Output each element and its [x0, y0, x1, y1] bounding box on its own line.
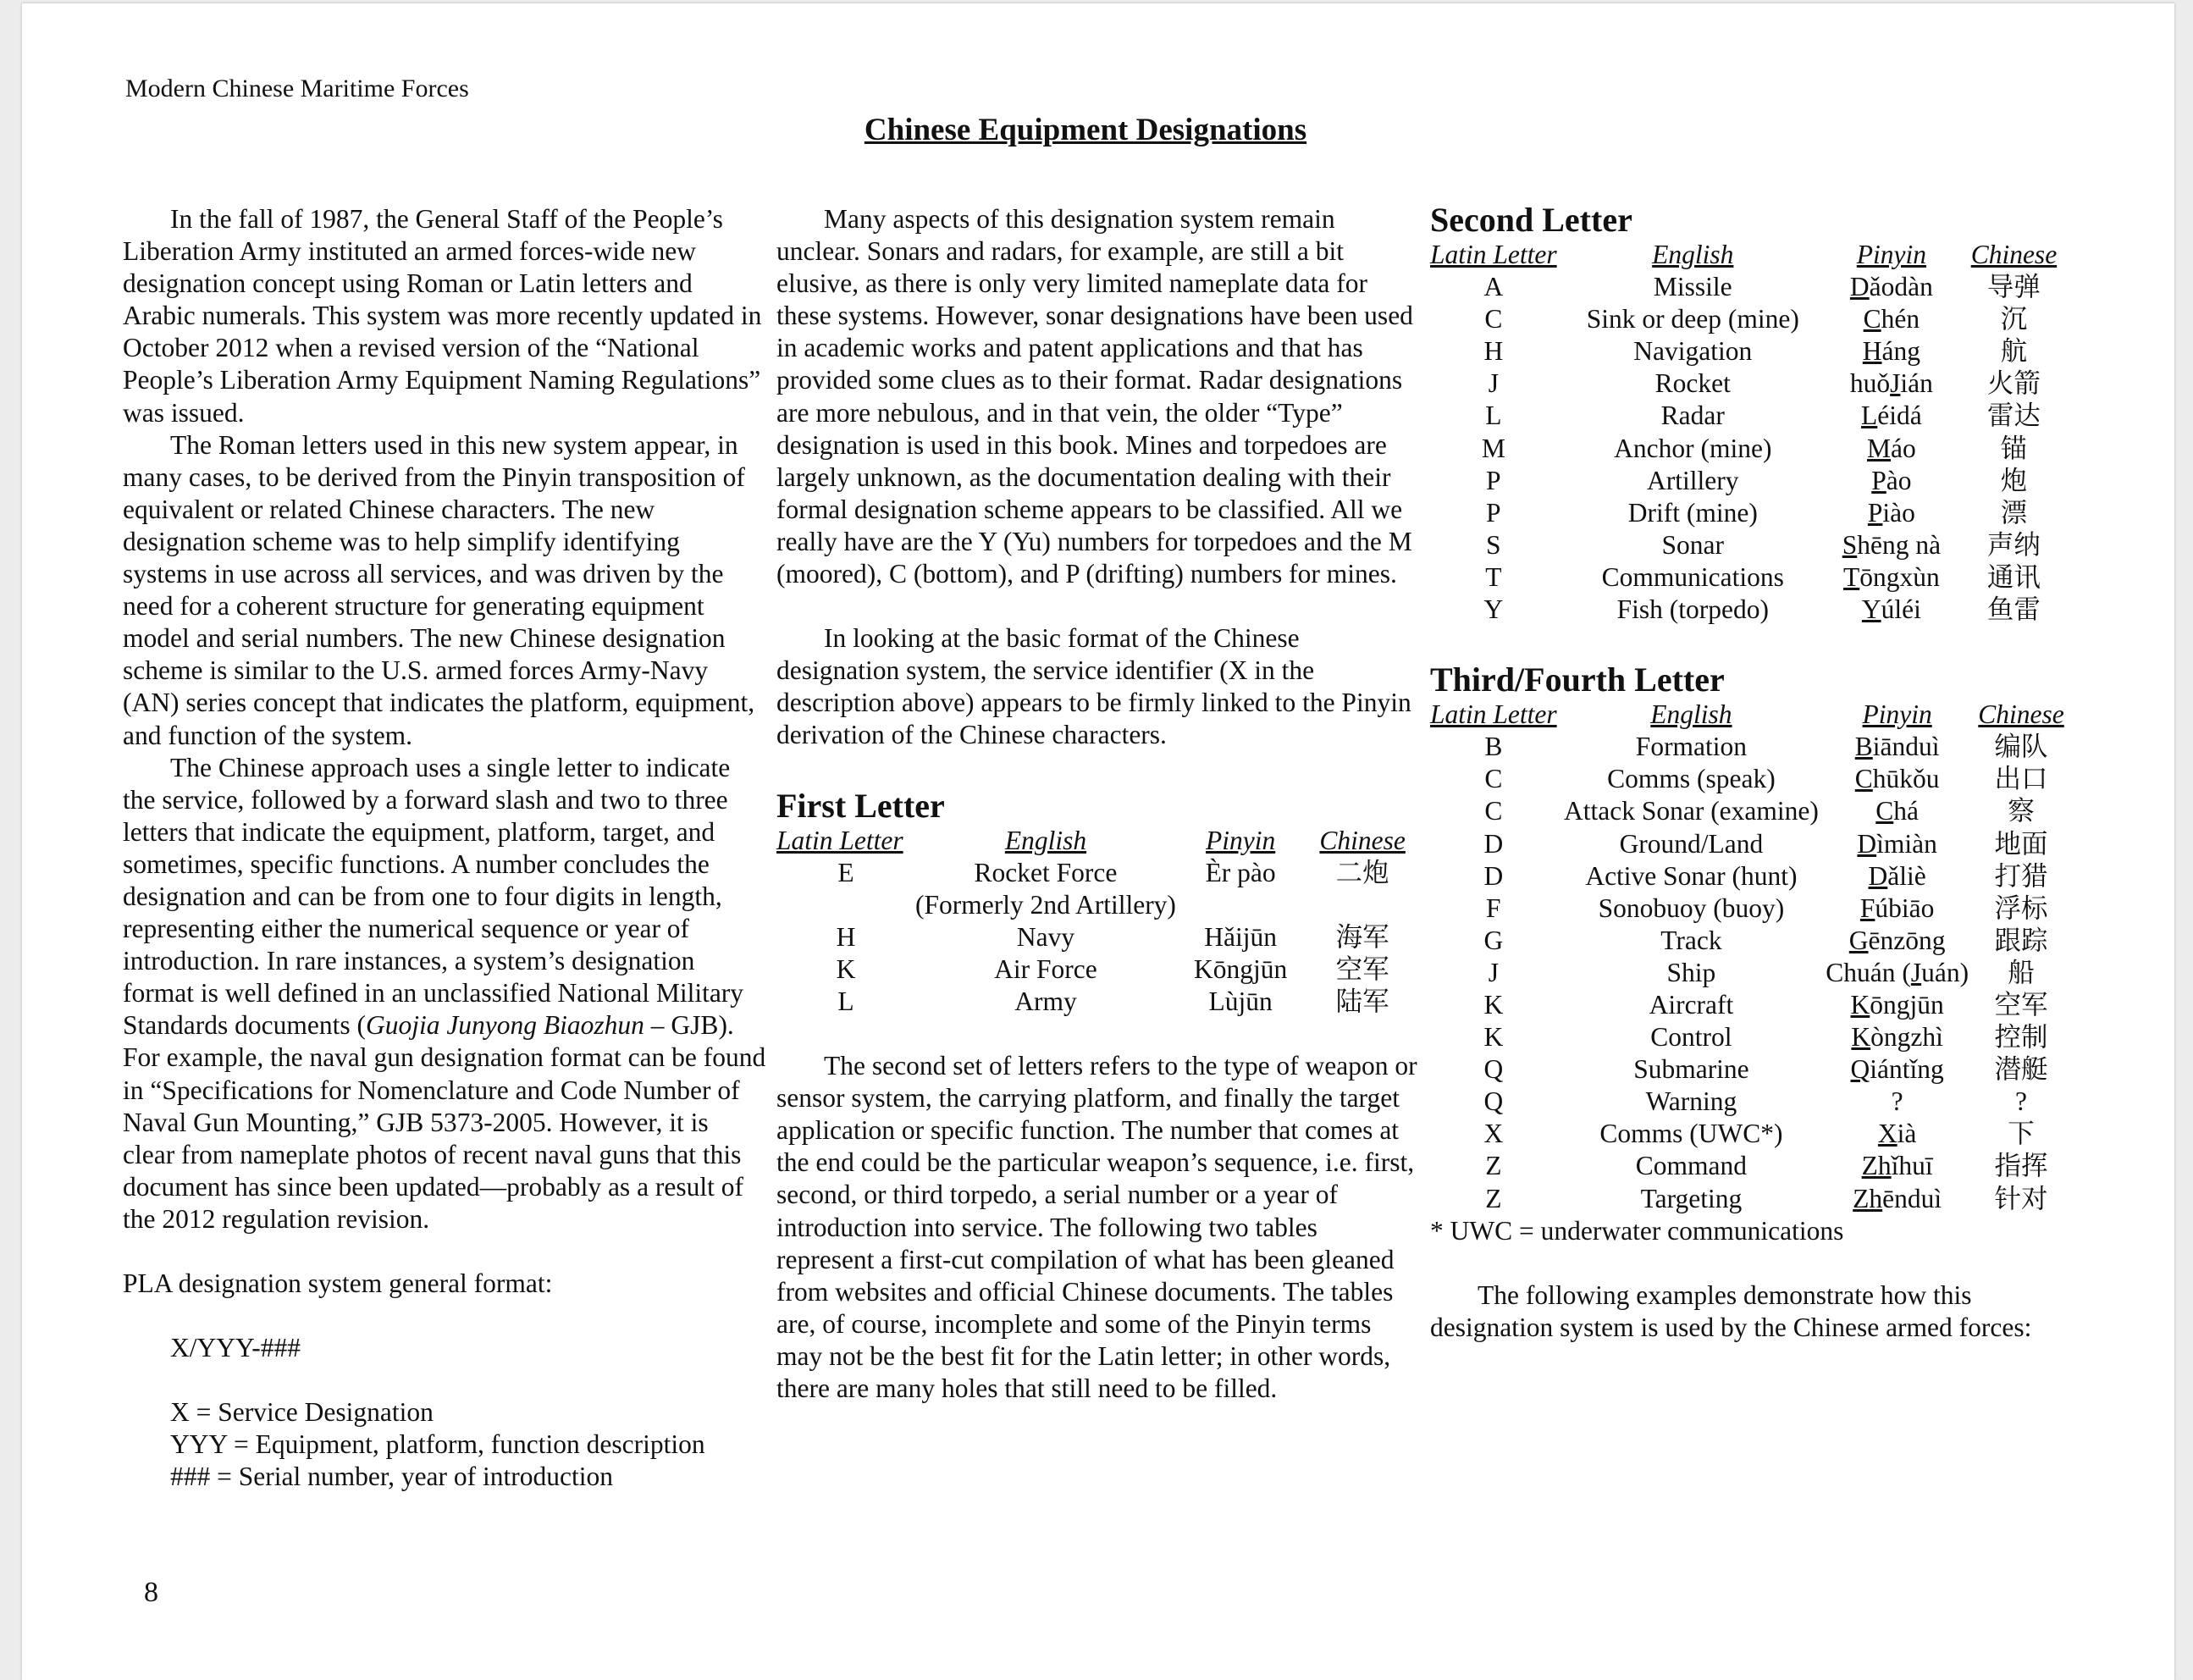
cell-english: Anchor (mine) [1614, 433, 1772, 463]
third-letter-table [1430, 699, 2074, 1215]
pinyin-initial: H [1862, 336, 1882, 367]
pinyin-part: ǐhuī [1891, 1151, 1933, 1181]
paragraph [123, 752, 766, 1235]
cell-chinese: 跟踪 [1994, 925, 2048, 955]
section-heading-first-letter: First Letter [776, 786, 945, 825]
column-header: English [1652, 240, 1734, 269]
pinyin-initial: D [1868, 860, 1888, 891]
cell-pinyin [1826, 957, 1969, 989]
cell-pinyin [1829, 465, 1954, 497]
cell-latin: D [1483, 828, 1504, 859]
cell-pinyin [1826, 1183, 1969, 1215]
cell-pinyin [1829, 497, 1954, 529]
cell-pinyin: Kōngjūn [1193, 953, 1288, 984]
cell-chinese: 二炮 [1335, 857, 1389, 887]
cell-english: Navy [1016, 921, 1075, 952]
column-header: Chinese [1970, 240, 2058, 269]
cell-english: Submarine [1633, 1054, 1749, 1085]
pinyin-part: òngzhì [1870, 1022, 1943, 1053]
table-row [1430, 795, 2074, 827]
table-row [1430, 957, 2074, 989]
pinyin-part: hén [1881, 304, 1920, 334]
cell-pinyin [1826, 925, 1969, 957]
column-header: Latin Letter [776, 825, 903, 855]
cell-english: Sonar [1661, 529, 1725, 560]
table-row [776, 986, 1420, 1018]
cell-pinyin [1829, 400, 1954, 432]
pinyin-part: ? [1891, 1086, 1903, 1117]
cell-chinese: 沉 [2000, 304, 2028, 334]
column-middle [776, 203, 1420, 1405]
cell-chinese: 鱼雷 [1986, 594, 2041, 625]
table-row [776, 857, 1420, 889]
cell-english: Artillery [1647, 465, 1739, 495]
cell-pinyin [1829, 335, 1954, 368]
table-row [1430, 497, 2074, 529]
column-left [123, 203, 766, 1493]
pinyin-initial: Q [1850, 1054, 1870, 1085]
column-header: Pinyin [1206, 825, 1276, 855]
paragraph-text: – GJB). For example, the naval gun designation format can be found in “Specifications for Nomenclature and Code Number of Naval Gun Mounting,” GJB 5373-2005. However, it is clear from nameplate photos of recent naval guns that this document has since been updated—probably as a result of the 2012 regulation revision. [123, 1010, 766, 1234]
pinyin-part: iántǐng [1870, 1054, 1944, 1085]
cell-chinese: 航 [2000, 336, 2028, 367]
cell-chinese: 导弹 [1986, 272, 2041, 302]
cell-latin: C [1484, 764, 1503, 794]
cell-english: Targeting [1640, 1183, 1743, 1213]
table-row [1430, 1086, 2074, 1118]
cell-chinese: 海军 [1335, 921, 1389, 952]
page-title [0, 112, 2171, 148]
cell-chinese: 下 [2008, 1119, 2035, 1149]
table-row [1430, 561, 2074, 594]
cell-english: Drift (mine) [1627, 497, 1758, 528]
column-right [1430, 198, 2074, 1344]
cell-chinese: 空军 [1994, 989, 2048, 1020]
cell-pinyin [1829, 433, 1954, 465]
cell-english: Ground/Land [1619, 828, 1764, 859]
pinyin-initial: F [1859, 892, 1875, 923]
cell-english: Aircraft [1649, 989, 1734, 1020]
pinyin-part: úbiāo [1875, 892, 1935, 923]
running-head: Modern Chinese Maritime Forces [125, 75, 469, 102]
cell-latin: B [1484, 732, 1503, 762]
cell-pinyin [1826, 1118, 1969, 1150]
pinyin-part: úléi [1881, 594, 1921, 625]
table-row [1430, 303, 2074, 335]
pinyin-initial: P [1867, 497, 1883, 528]
cell-chinese: 针对 [1994, 1183, 2048, 1213]
cell-english: Air Force [994, 953, 1097, 984]
cell-pinyin: Hǎijūn [1204, 921, 1277, 952]
pinyin-initial: J [1890, 368, 1901, 399]
pinyin-part: éidá [1877, 401, 1922, 431]
pinyin-part: ào [1886, 465, 1912, 495]
cell-english: Radar [1660, 401, 1725, 431]
cell-english: Fish (torpedo) [1616, 594, 1769, 625]
cell-chinese: 火箭 [1986, 368, 2041, 399]
cell-pinyin [1826, 1021, 1969, 1053]
pinyin-part: iānduì [1872, 732, 1940, 762]
table-row [1430, 828, 2074, 860]
pinyin-initial: M [1867, 433, 1892, 463]
pinyin-part: ǎliè [1887, 860, 1926, 891]
cell-chinese: 指挥 [1994, 1151, 2048, 1181]
format-heading: PLA designation system general format: [123, 1268, 553, 1298]
table-row [1430, 594, 2074, 626]
cell-chinese: 地面 [1994, 828, 2048, 859]
pinyin-part: ēnduì [1882, 1183, 1942, 1213]
table-row [1430, 400, 2074, 432]
pinyin-initial: Y [1861, 594, 1881, 625]
pinyin-part: há [1893, 796, 1920, 826]
cell-latin: P [1486, 465, 1501, 495]
table-row [1430, 763, 2074, 795]
pinyin-initial: X [1877, 1119, 1897, 1149]
page-title-text: Chinese Equipment Designations [864, 113, 1307, 147]
cell-pinyin [1826, 1150, 1969, 1182]
table-row-note [776, 889, 1420, 921]
pinyin-part: áng [1881, 336, 1920, 367]
cell-latin: J [1488, 957, 1499, 987]
pinyin-part: huǒ [1849, 368, 1891, 399]
cell-latin: E [837, 857, 854, 887]
pinyin-part: ōngxùn [1859, 561, 1940, 592]
cell-english: Track [1660, 925, 1722, 955]
cell-latin: H [1483, 336, 1504, 367]
table-row [1430, 368, 2074, 400]
pinyin-part: hūkǒu [1872, 764, 1940, 794]
cell-chinese: 漂 [2000, 497, 2028, 528]
cell-english: Attack Sonar (examine) [1563, 796, 1819, 826]
column-header: Latin Letter [1430, 240, 1557, 269]
table-row [1430, 1150, 2074, 1182]
pinyin-initial: T [1843, 561, 1860, 592]
cell-english: Command [1635, 1151, 1748, 1181]
cell-chinese: 察 [2008, 796, 2035, 826]
cell-chinese: 船 [2008, 957, 2035, 987]
cell-latin: L [1485, 401, 1502, 431]
paragraph-text: The Chinese approach uses a single letter to indicate the service, followed by a forward slash and two to three letters that indicate the equipment, platform, target, and sometimes, specific functions. A number concludes the designation and can be from one to four digits in length, representing either the numerical sequence or year of introduction. In rare instances, a system’s designation format is well defined in an unclassified National Military Standards documents ( [123, 752, 744, 1041]
cell-chinese: 声纳 [1986, 529, 2041, 560]
cell-latin: L [837, 986, 854, 1016]
cell-english: Ship [1666, 957, 1716, 987]
cell-english: Sonobuoy (buoy) [1598, 892, 1785, 923]
cell-english: Rocket [1654, 368, 1731, 399]
table-row [1430, 433, 2074, 465]
cell-pinyin [1826, 989, 1969, 1021]
cell-latin: X [1483, 1119, 1504, 1149]
table-row [1430, 860, 2074, 892]
cell-chinese: 编队 [1994, 732, 2048, 762]
column-header: Pinyin [1856, 240, 1926, 269]
cell-latin: C [1484, 796, 1503, 826]
cell-pinyin [1829, 529, 1954, 561]
table-row [1430, 271, 2074, 303]
cell-chinese: 控制 [1994, 1022, 2048, 1053]
cell-latin: K [1483, 989, 1504, 1020]
column-header: Chinese [1319, 825, 1406, 855]
paragraph: The Roman letters used in this new system appear, in many cases, to be derived from the Pinyin transposition of equivalent or related Chinese characters. The new designation scheme was to help simplify identifying systems in use across all services, and was driven by the need for a coherent structure for generating equipment model and serial numbers. The new Chinese designation scheme is similar to the U.S. armed forces Army-Navy (AN) series concept that indicates the platform, equipment, and function of the system. [123, 429, 755, 750]
table-row [1430, 465, 2074, 497]
pinyin-initial: C [1863, 304, 1881, 334]
cell-latin: J [1488, 368, 1499, 399]
paragraph: The following examples demonstrate how this designation system is used by the Chinese armed forces: [1430, 1279, 2032, 1342]
pinyin-initial: K [1850, 989, 1870, 1020]
cell-note: (Formerly 2nd Artillery) [914, 889, 1176, 920]
pinyin-initial: J [1910, 957, 1922, 987]
pinyin-part: Chuán ( [1826, 957, 1911, 987]
pinyin-initial: K [1851, 1022, 1871, 1053]
table-row [1430, 335, 2074, 368]
cell-pinyin [1826, 731, 1969, 763]
cell-english: Communications [1601, 561, 1784, 592]
section-heading-third-letter: Third/Fourth Letter [1430, 660, 1725, 699]
cell-latin: P [1486, 497, 1501, 528]
table-footnote: * UWC = underwater communications [1430, 1215, 1844, 1246]
cell-latin: Q [1483, 1054, 1504, 1085]
first-letter-table [776, 825, 1420, 1019]
cell-pinyin [1829, 303, 1954, 335]
pinyin-initial: Zh [1853, 1183, 1883, 1213]
cell-pinyin [1826, 892, 1969, 925]
table-row [1430, 1118, 2074, 1150]
cell-latin: S [1486, 529, 1501, 560]
cell-english: Formation [1635, 732, 1748, 762]
table-row [1430, 529, 2074, 561]
cell-chinese: ? [2015, 1086, 2028, 1117]
cell-latin: K [1483, 1022, 1504, 1053]
table-row [776, 953, 1420, 986]
cell-latin: A [1483, 272, 1504, 302]
cell-english: Control [1650, 1022, 1732, 1053]
pinyin-part: áo [1891, 433, 1916, 463]
table-row [776, 921, 1420, 953]
column-header: Chinese [1978, 699, 2064, 730]
cell-latin: Z [1485, 1183, 1502, 1213]
pinyin-part: ēnzōng [1868, 925, 1946, 955]
column-header: Pinyin [1862, 699, 1932, 730]
cell-latin: Y [1483, 594, 1504, 625]
cell-latin: K [836, 953, 856, 984]
cell-chinese: 通讯 [1986, 561, 2041, 592]
pinyin-part: iào [1882, 497, 1915, 528]
table-row [1430, 892, 2074, 925]
cell-english: Missile [1653, 272, 1732, 302]
cell-chinese: 陆军 [1335, 986, 1389, 1016]
cell-english: Navigation [1633, 336, 1753, 367]
cell-chinese: 炮 [2000, 465, 2028, 495]
table-row [1430, 1021, 2074, 1053]
cell-english: Army [1014, 986, 1077, 1016]
cell-pinyin [1826, 860, 1969, 892]
pinyin-initial: C [1875, 796, 1894, 826]
second-letter-table [1430, 239, 2074, 626]
cell-latin: F [1486, 892, 1501, 923]
cell-chinese: 出口 [1994, 764, 2048, 794]
cell-english: Active Sonar (hunt) [1585, 860, 1798, 891]
pinyin-initial: S [1842, 529, 1858, 560]
column-header: English [1650, 699, 1732, 730]
pinyin-initial: B [1854, 732, 1873, 762]
cell-latin: T [1485, 561, 1502, 592]
cell-pinyin [1826, 1086, 1969, 1118]
cell-chinese: 空军 [1335, 953, 1389, 984]
format-code: X/YYY-### [170, 1333, 301, 1363]
cell-chinese: 雷达 [1986, 401, 2041, 431]
pinyin-initial: G [1848, 925, 1869, 955]
pinyin-initial: Zh [1861, 1151, 1892, 1181]
cell-chinese: 打猎 [1994, 860, 2048, 891]
table-row [1430, 925, 2074, 957]
format-line: YYY = Equipment, platform, function description [170, 1429, 705, 1460]
cell-pinyin: Lùjūn [1208, 986, 1273, 1016]
cell-latin: M [1481, 433, 1505, 463]
cell-english: Sink or deep (mine) [1586, 304, 1799, 334]
cell-latin: D [1483, 860, 1504, 891]
cell-pinyin [1826, 763, 1969, 795]
cell-latin: C [1484, 304, 1503, 334]
cell-latin: Q [1483, 1086, 1504, 1117]
section-heading-second-letter: Second Letter [1430, 201, 1632, 239]
page-number: 8 [144, 1577, 158, 1608]
cell-chinese: 锚 [2000, 433, 2028, 463]
cell-pinyin [1826, 1053, 1969, 1086]
cell-english: Comms (speak) [1607, 764, 1776, 794]
table-row [1430, 1183, 2074, 1215]
pinyin-part: ǎodàn [1869, 272, 1933, 302]
cell-pinyin [1826, 795, 1969, 827]
cell-latin: G [1483, 925, 1504, 955]
paragraph-italic: Guojia Junyong Biaozhun [365, 1010, 644, 1041]
pinyin-initial: D [1849, 272, 1870, 302]
pinyin-part: ià [1897, 1119, 1917, 1149]
cell-pinyin [1829, 368, 1954, 400]
cell-english: Warning [1645, 1086, 1737, 1117]
paragraph: Many aspects of this designation system remain unclear. Sonars and radars, for example, are still a bit elusive, as there is only very limited nameplate data for these systems. However, sonar designations have been used in academic works and patent applications and that has provided some clues as to their format. Radar designations are more nebulous, and in that vein, the older “Type” designation is used in this book. Mines and torpedoes are largely unknown, as the documentation dealing with their formal designation scheme appears to be classified. All we really have are the Y (Yu) numbers for torpedoes and the M (moored), C (bottom), and P (drifting) numbers for mines. [776, 204, 1413, 589]
cell-pinyin [1829, 561, 1954, 594]
pinyin-part: hēng nà [1857, 529, 1942, 560]
cell-pinyin [1826, 828, 1969, 860]
pinyin-part: uán) [1921, 957, 1969, 987]
pinyin-initial: D [1857, 828, 1877, 859]
pinyin-initial: P [1871, 465, 1886, 495]
pinyin-part: ián [1900, 368, 1933, 399]
table-row [1430, 731, 2074, 763]
column-header: Latin Letter [1430, 699, 1557, 730]
pinyin-part: ōngjūn [1870, 989, 1944, 1020]
cell-pinyin [1829, 594, 1954, 626]
cell-chinese: 潜艇 [1994, 1054, 2048, 1085]
pinyin-initial: L [1861, 401, 1878, 431]
paragraph: In the fall of 1987, the General Staff of the People’s Liberation Army instituted an armed forces-wide new designation concept using Roman or Latin letters and Arabic numerals. This system was more recently updated in October 2012 when a revised version of the “National People’s Liberation Army Equipment Naming Regulations” was issued. [123, 204, 762, 428]
table-row [1430, 1053, 2074, 1086]
cell-latin: H [836, 921, 856, 952]
paragraph: In looking at the basic format of the Chinese designation system, the service identifier (X in the description above) appears to be firmly linked to the Pinyin derivation of the Chinese characters. [776, 623, 1411, 750]
format-line: ### = Serial number, year of introduction [170, 1462, 613, 1492]
column-header: English [1004, 825, 1087, 855]
table-row [1430, 989, 2074, 1021]
cell-chinese: 浮标 [1994, 892, 2048, 923]
cell-english: Rocket Force [974, 857, 1118, 887]
format-line: X = Service Designation [170, 1397, 434, 1428]
cell-pinyin [1829, 271, 1954, 303]
cell-pinyin: Èr pào [1205, 857, 1276, 887]
cell-english: Comms (UWC*) [1599, 1119, 1783, 1149]
pinyin-initial: C [1854, 764, 1873, 794]
cell-latin: Z [1485, 1151, 1502, 1181]
paragraph: The second set of letters refers to the type of weapon or sensor system, the carrying platform, and finally the target application or specific function. The number that comes at the end could be the particular weapon’s sequence, i.e. first, second, or third torpedo, a serial number or a year of introduction into service. The following two tables represent a first-cut compilation of what has been gleaned from websites and official Chinese documents. The tables are, of course, incomplete and some of the Pinyin terms may not be the best fit for the Latin letter; in other words, there are many holes that still need to be filled. [776, 1051, 1417, 1403]
pinyin-part: ìmiàn [1876, 828, 1937, 859]
